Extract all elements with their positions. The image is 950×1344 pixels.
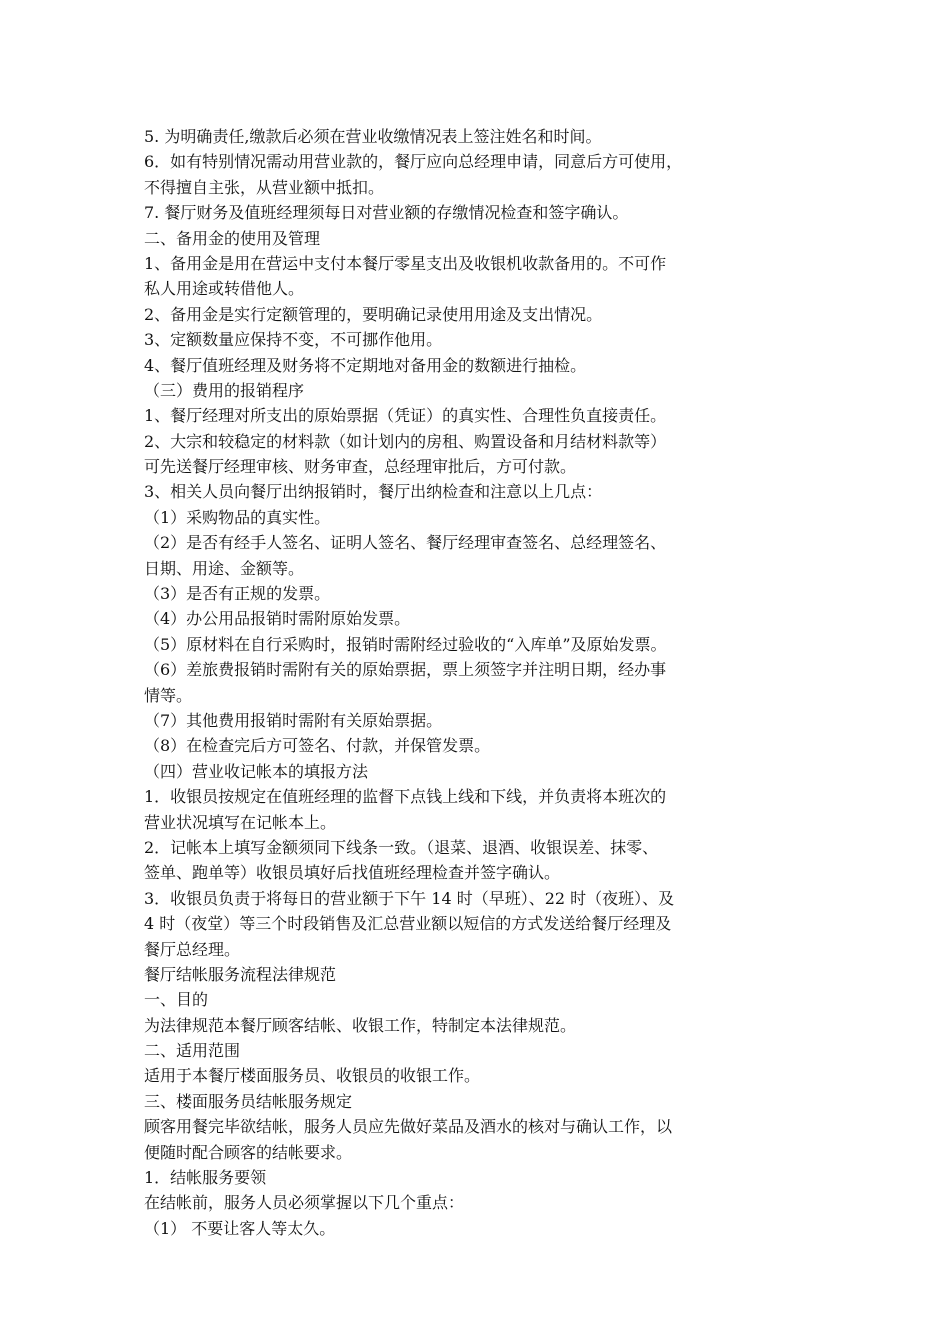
text-line: 可先送餐厅经理审核、财务审查，总经理审批后，方可付款。 xyxy=(144,457,577,477)
text-line: 餐厅总经理。 xyxy=(144,939,241,959)
text-line: 1、餐厅经理对所支出的原始票据（凭证）的真实性、合理性负直接责任。 xyxy=(144,406,667,426)
text-line: 便随时配合顾客的结帐要求。 xyxy=(144,1142,353,1162)
text-line: 顾客用餐完毕欲结帐，服务人员应先做好菜品及酒水的核对与确认工作，以 xyxy=(144,1117,673,1137)
text-line: （3）是否有正规的发票。 xyxy=(144,584,331,604)
text-line: 不得擅自主张，从营业额中抵扣。 xyxy=(144,177,385,197)
text-line: （2）是否有经手人签名、证明人签名、餐厅经理审查签名、总经理签名、 xyxy=(144,533,667,553)
text-line: （6）差旅费报销时需附有关的原始票据，票上须签字并注明日期，经办事 xyxy=(144,660,667,680)
document-title: 餐厅结帐服务流程法律规范 xyxy=(144,964,337,984)
text-line: 适用于本餐厅楼面服务员、收银员的收银工作。 xyxy=(144,1066,481,1086)
text-line: （1）采购物品的真实性。 xyxy=(144,507,331,527)
text-line: 私人用途或转借他人。 xyxy=(144,279,305,299)
text-line: 7. 餐厅财务及值班经理须每日对营业额的存缴情况检查和签字确认。 xyxy=(144,203,629,223)
text-line: （5）原材料在自行采购时，报销时需附经过验收的“入库单”及原始发票。 xyxy=(144,634,667,654)
document-page xyxy=(144,124,809,1241)
section-heading: 二、备用金的使用及管理 xyxy=(144,228,321,248)
text-line: 签单、跑单等）收银员填好后找值班经理检查并签字确认。 xyxy=(144,863,561,883)
text-line: （4）办公用品报销时需附原始发票。 xyxy=(144,609,411,629)
text-line: 为法律规范本餐厅顾客结帐、收银工作，特制定本法律规范。 xyxy=(144,1015,577,1035)
section-heading: （四）营业收记帐本的填报方法 xyxy=(144,761,369,781)
text-line: 4、餐厅值班经理及财务将不定期地对备用金的数额进行抽检。 xyxy=(144,355,587,375)
text-line: 1、备用金是用在营运中支付本餐厅零星支出及收银机收款备用的。不可作 xyxy=(144,253,667,273)
text-line: 3、相关人员向餐厅出纳报销时，餐厅出纳检查和注意以上几点： xyxy=(144,482,603,502)
section-heading: 一、目的 xyxy=(144,990,209,1010)
section-heading: 三、楼面服务员结帐服务规定 xyxy=(144,1091,353,1111)
text-line: 4 时（夜堂）等三个时段销售及汇总营业额以短信的方式发送给餐厅经理及 xyxy=(144,914,672,934)
text-line: 2、大宗和较稳定的材料款（如计划内的房租、购置设备和月结材料款等） xyxy=(144,431,667,451)
text-line: 5. 为明确责任,缴款后必须在营业收缴情况表上签注姓名和时间。 xyxy=(144,127,602,146)
text-line: 在结帐前，服务人员必须掌握以下几个重点： xyxy=(144,1193,465,1213)
text-line: 2．记帐本上填写金额须同下线条一致。（退菜、退酒、收银误差、抹零、 xyxy=(144,837,659,857)
text-line: 营业状况填写在记帐本上。 xyxy=(144,812,337,832)
text-line: 3．收银员负责于将每日的营业额于下午 14 时（早班）、22 时（夜班）、及 xyxy=(144,888,675,908)
text-line: （1） 不要让客人等太久。 xyxy=(144,1218,336,1238)
section-heading: 二、适用范围 xyxy=(144,1041,241,1061)
section-heading: （三）费用的报销程序 xyxy=(144,380,305,400)
text-line: 6．如有特别情况需动用营业款的，餐厅应向总经理申请，同意后方可使用， xyxy=(144,152,683,172)
text-line: （7）其他费用报销时需附有关原始票据。 xyxy=(144,710,443,730)
text-line: 2、备用金是实行定额管理的，要明确记录使用用途及支出情况。 xyxy=(144,304,603,324)
text-line: 日期、用途、金额等。 xyxy=(144,558,305,578)
text-line: （8）在检查完后方可签名、付款，并保管发票。 xyxy=(144,736,491,756)
text-line: 3、定额数量应保持不变，不可挪作他用。 xyxy=(144,330,443,350)
text-line: 1．结帐服务要领 xyxy=(144,1168,267,1188)
text-line: 情等。 xyxy=(144,685,193,705)
text-line: 1．收银员按规定在值班经理的监督下点钱上线和下线，并负责将本班次的 xyxy=(144,787,667,807)
